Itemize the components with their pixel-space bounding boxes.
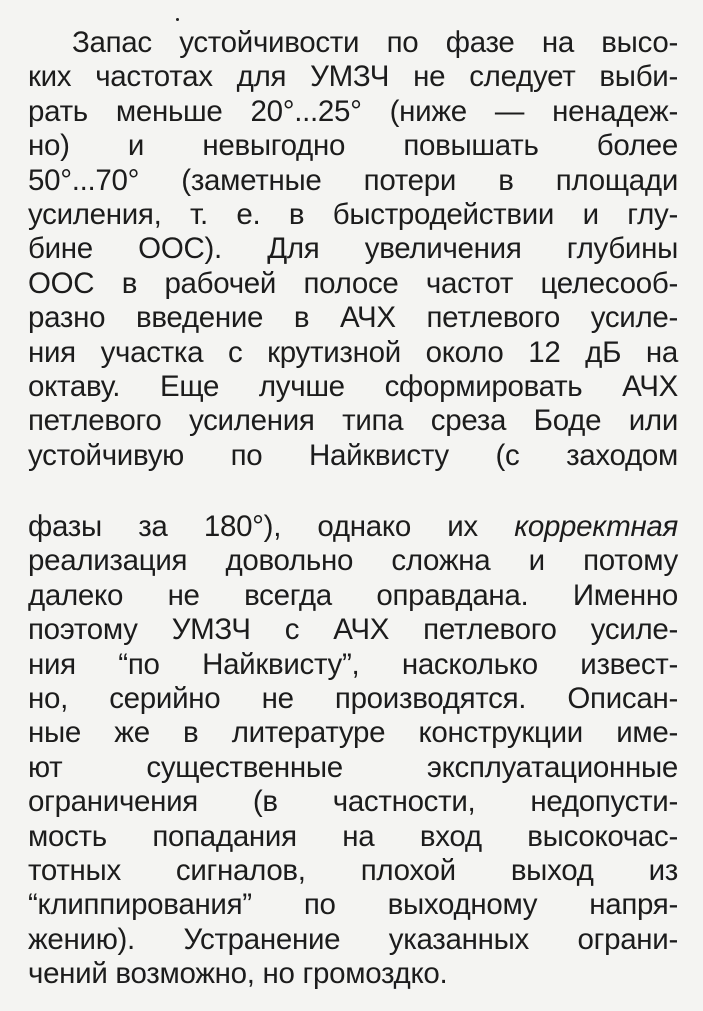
text-line: “клиппирования” по выходному напря-	[28, 888, 678, 922]
text-line: жению). Устранение указанных ограни-	[28, 922, 678, 956]
paragraph-block-lower	[28, 510, 678, 991]
text-line: 50°...70° (заметные потери в площади	[28, 163, 678, 197]
text-line: далеко не всегда оправдана. Именно	[28, 578, 678, 612]
text-line: ограничения (в частности, недопусти-	[28, 785, 678, 819]
text-line: ких частотах для УМЗЧ не следует выби-	[28, 60, 678, 94]
text-line: реализация довольно сложна и потому	[28, 544, 678, 578]
text-line: ния участка с крутизной около 12 дБ на	[28, 335, 678, 369]
text-line: октаву. Еще лучше сформировать АЧХ	[28, 369, 678, 403]
text-line: рать меньше 20°...25° (ниже — ненадеж-	[28, 94, 678, 128]
text-line: петлевого усиления типа среза Боде или	[28, 404, 678, 438]
paragraph-block-upper	[28, 26, 678, 473]
text-line: ния “по Найквисту”, насколько извест-	[28, 647, 678, 681]
text-line: разно введение в АЧХ петлевого усиле-	[28, 301, 678, 335]
text-line: усиления, т. е. в быстродействии и глу-	[28, 197, 678, 231]
text-line: тотных сигналов, плохой выход из	[28, 853, 678, 887]
text-line: но) и невыгодно повышать более	[28, 129, 678, 163]
text-line: поэтому УМЗЧ с АЧХ петлевого усиле-	[28, 613, 678, 647]
text-line: бине ООС). Для увеличения глубины	[28, 232, 678, 266]
text-line: чений возможно, но громоздко.	[28, 957, 448, 991]
print-speck	[176, 18, 179, 21]
text-line	[28, 510, 678, 544]
text-line: ют существенные эксплуатационные	[28, 750, 678, 784]
text-line: устойчивую по Найквисту (с заходом	[28, 438, 678, 472]
text-run: фазы за 180°), однако их	[28, 510, 515, 543]
text-line: мость попадания на вход высокочас-	[28, 819, 678, 853]
text-line: ООС в рабочей полосе частот целесооб-	[28, 266, 678, 300]
text-line: ные же в литературе конструкции име-	[28, 716, 678, 750]
text-line: Запас устойчивости по фазе на высо-	[72, 26, 678, 59]
italic-term: корректная	[514, 510, 678, 543]
text-line: но, серийно не производятся. Описан-	[28, 681, 678, 715]
